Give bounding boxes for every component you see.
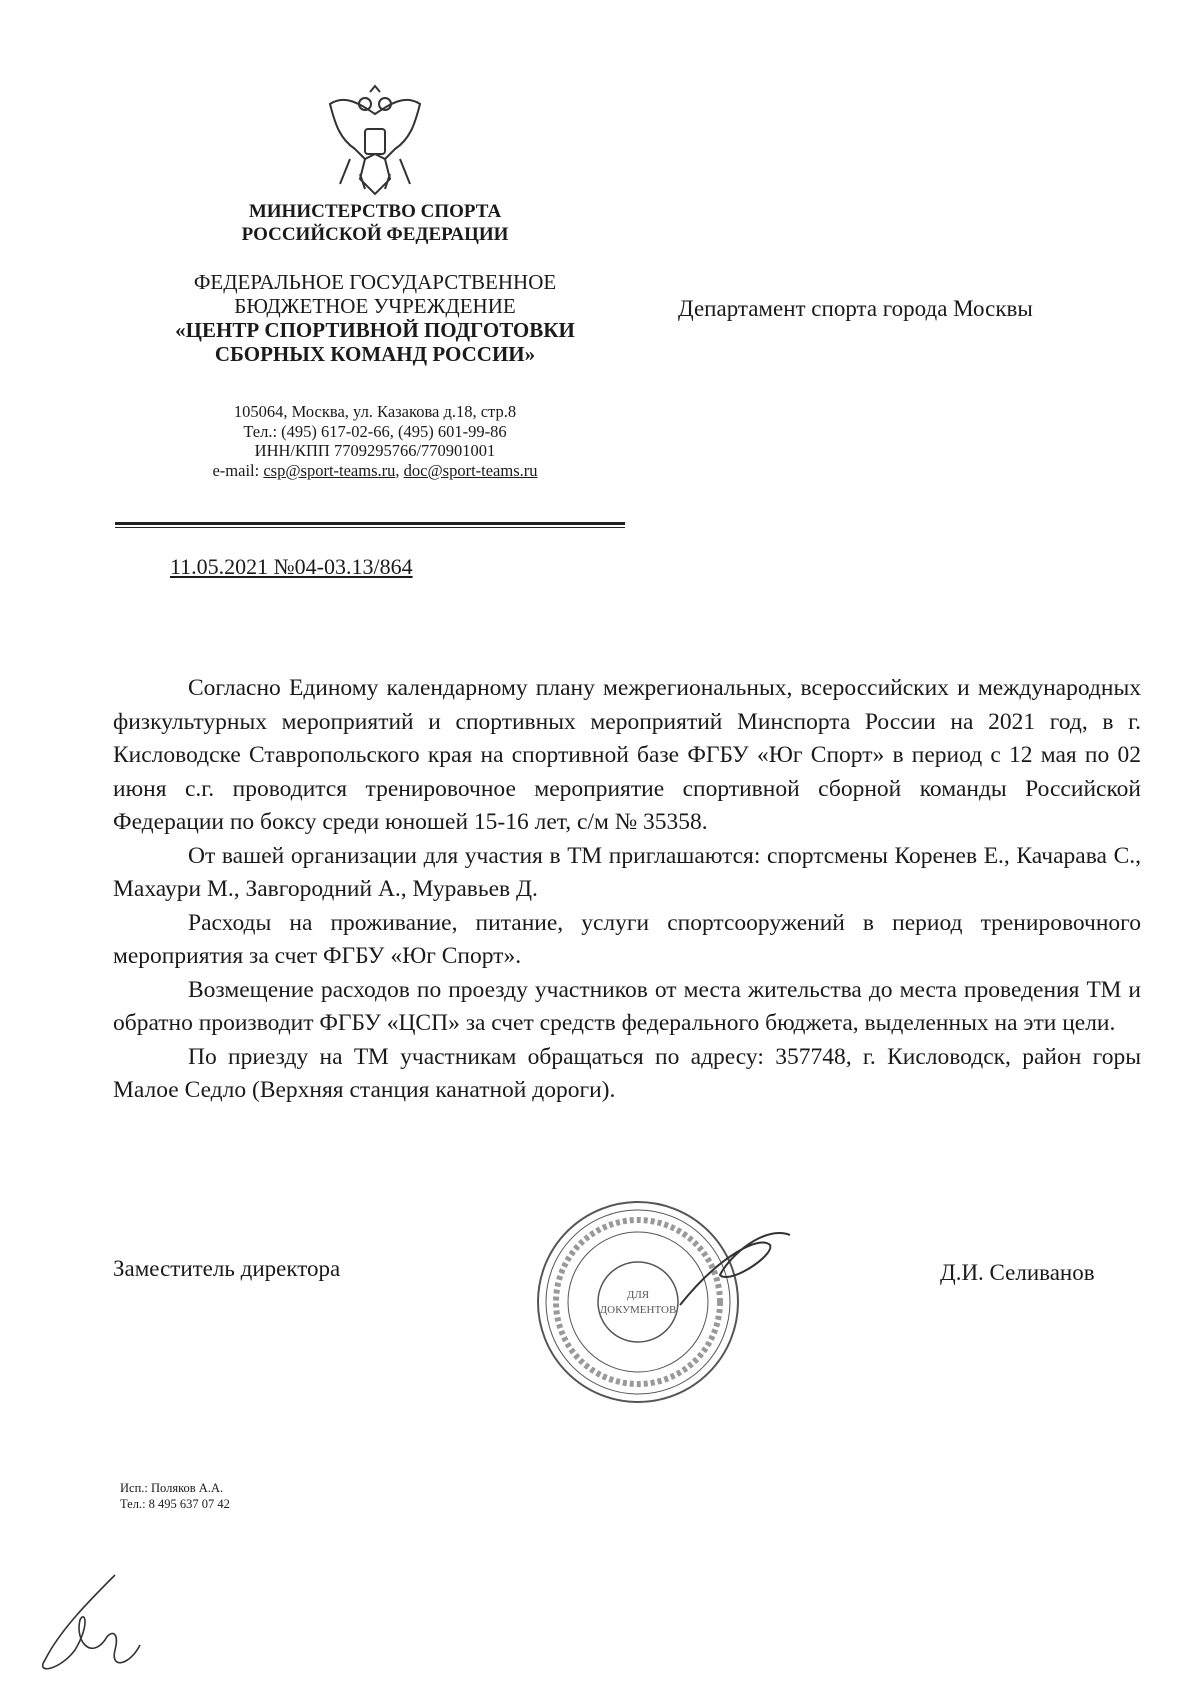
- paragraph: По приезду на ТМ участникам обращаться по адресу: 357748, г. Кисловодск, район горы Малое Седло (Верхняя станция канатной дороги).: [113, 1043, 1141, 1103]
- paragraph: От вашей организации для участия в ТМ приглашаются: спортсмены Коренев Е., Качарава С., Махаури М., Завгородний А., Муравьев Д.: [113, 842, 1141, 902]
- institution-name-line: СБОРНЫХ КОМАНД РОССИИ»: [214, 342, 536, 366]
- official-stamp: [530, 1195, 830, 1415]
- ministry-line: РОССИЙСКОЙ ФЕДЕРАЦИИ: [241, 224, 509, 245]
- address: 105064, Москва, ул. Казакова д.18, стр.8: [233, 402, 517, 421]
- recipient: Департамент спорта города Москвы: [678, 296, 1033, 321]
- signer-position: Заместитель директора: [113, 1256, 341, 1281]
- coat-of-arms-emblem: [325, 84, 425, 199]
- email-label: e-mail:: [212, 460, 264, 480]
- handwritten-paraph: [30, 1570, 150, 1680]
- paragraph: Согласно Единому календарному плану межрегиональных, всероссийских и международных физкультурных мероприятий и спортивных мероприятий Минспорта России на 2021 год, в г. Кисловодске Ставропольского края на спортивной базе ФГБУ «Юг Спорт» в период с 12 мая по 02 июня с.г. проводится тренировочное мероприятие спортивной сборной команды Российской Федерации по боксу среди юношей 15-16 лет, с/м № 35358.: [113, 675, 1141, 835]
- executor-footer: [120, 1480, 230, 1512]
- svg-text:ДОКУМЕНТОВ: ДОКУМЕНТОВ: [599, 1304, 677, 1316]
- header-divider: [115, 522, 625, 525]
- svg-text:ДЛЯ: ДЛЯ: [626, 1289, 650, 1301]
- executor-phone: Тел.: 8 495 637 07 42: [120, 1497, 230, 1511]
- email-link[interactable]: doc@sport-teams.ru: [403, 460, 538, 480]
- institution-type-line: БЮДЖЕТНОЕ УЧРЕЖДЕНИЕ: [234, 294, 516, 318]
- letter-body: [113, 672, 1141, 1108]
- executor-name: Исп.: Поляков А.А.: [120, 1481, 224, 1495]
- outgoing-number: 11.05.2021 №04-03.13/864: [170, 554, 413, 579]
- email-separator: ,: [395, 460, 404, 480]
- paragraph: Расходы на проживание, питание, услуги спортсооружений в период тренировочного мероприятия за счет ФГБУ «Юг Спорт».: [113, 909, 1141, 969]
- signer-name: Д.И. Селиванов: [940, 1260, 1095, 1285]
- ministry-line: МИНИСТЕРСТВО СПОРТА: [248, 201, 502, 222]
- email-link[interactable]: csp@sport-teams.ru: [263, 460, 396, 480]
- inn-kpp: ИНН/КПП 7709295766/770901001: [254, 441, 496, 460]
- institution-name-line: «ЦЕНТР СПОРТИВНОЙ ПОДГОТОВКИ: [175, 318, 575, 342]
- contacts-block: [110, 402, 640, 480]
- institution-type-line: ФЕДЕРАЛЬНОЕ ГОСУДАРСТВЕННОЕ: [193, 270, 557, 294]
- ministry-name: [110, 200, 640, 246]
- institution-name: [110, 270, 640, 366]
- header-divider: [115, 527, 625, 528]
- paragraph: Возмещение расходов по проезду участников от места жительства до места проведения ТМ и обратно производит ФГБУ «ЦСП» за счет средств федерального бюджета, выделенных на эти цели.: [113, 976, 1141, 1036]
- phone: Тел.: (495) 617-02-66, (495) 601-99-86: [243, 421, 507, 441]
